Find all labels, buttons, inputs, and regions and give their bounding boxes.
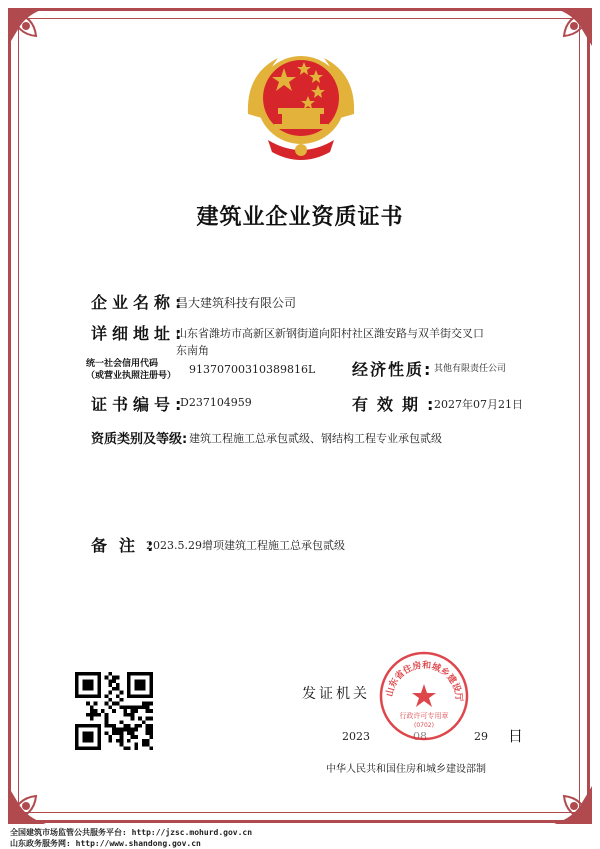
company-name-label: 企业名称: — [91, 293, 187, 312]
corner-ornament-top-right — [536, 6, 594, 64]
seal-inner-line1: 行政许可专用章 — [399, 712, 449, 720]
remarks-value: 2023.5.29增项建筑工程施工总承包贰级 — [146, 539, 345, 552]
economic-nature-value: 其他有限责任公司 — [434, 364, 507, 374]
national-emblem — [238, 44, 364, 170]
credit-code-label-line1: 统一社会信用代码 — [86, 359, 159, 369]
qualification-label: 资质类别及等级: — [91, 432, 188, 447]
corner-ornament-bottom-left — [6, 768, 64, 826]
seal-inner-line2: (0702) — [414, 722, 434, 729]
company-name-value: 昌大建筑科技有限公司 — [176, 296, 297, 310]
issue-year: 2023 — [342, 730, 370, 743]
address-value: 山东省潍坊市高新区新钢街道向阳村社区潍安路与双羊街交叉口东南角 — [176, 327, 484, 357]
corner-ornament-top-left — [6, 6, 64, 64]
issuer-label: 发证机关 — [302, 686, 370, 702]
seal-ring-text: 山东省住房和城乡建设厅 — [385, 660, 464, 703]
certificate-title: 建筑业企业资质证书 — [196, 205, 404, 230]
credit-code-value: 91370700310389816L — [189, 363, 316, 376]
economic-nature-label: 经济性质: — [352, 360, 433, 379]
issue-day: 29 — [474, 730, 488, 743]
issue-day-char: 日 — [508, 727, 524, 745]
credit-code-label-line2: （或营业执照注册号） — [86, 371, 177, 381]
corner-ornament-bottom-right — [536, 768, 594, 826]
cert-number-label: 证书编号: — [91, 395, 187, 414]
qr-code — [75, 672, 153, 750]
address-label: 详细地址: — [91, 324, 187, 343]
footer-government-link[interactable]: 山东政务服务网: http://www.shandong.gov.cn — [10, 839, 201, 848]
remarks-label: 备注: — [91, 536, 166, 555]
validity-value: 2027年07月21日 — [434, 398, 523, 411]
official-seal — [378, 650, 470, 742]
cert-number-value: D237104959 — [180, 396, 252, 409]
ministry-label: 中华人民共和国住房和城乡建设部制 — [326, 764, 486, 775]
validity-label: 有效期: — [352, 395, 443, 414]
footer-platform-link[interactable]: 全国建筑市场监管公共服务平台: http://jzsc.mohurd.gov.cn — [10, 828, 253, 837]
qualification-value: 建筑工程施工总承包贰级、钢结构工程专业承包贰级 — [189, 432, 442, 445]
issue-month: 08 — [413, 730, 427, 743]
